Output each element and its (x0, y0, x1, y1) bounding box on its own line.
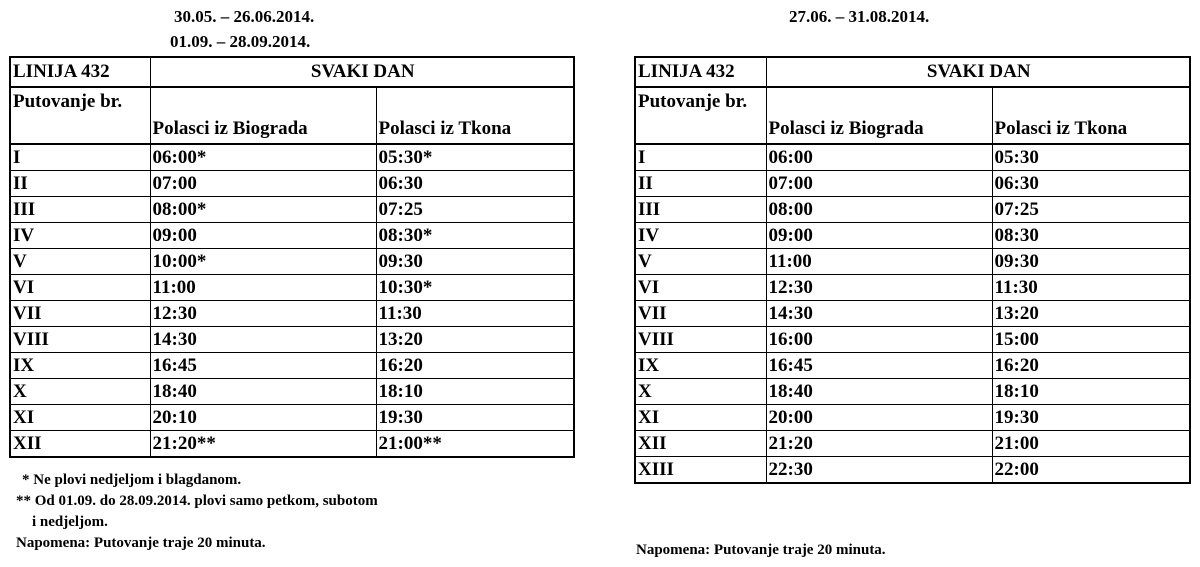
departure-tkon: 13:20 (992, 301, 1190, 327)
trip-number: I (10, 144, 150, 171)
table-row (10, 301, 574, 327)
departure-biograd: 18:40 (150, 379, 376, 405)
trip-number: XI (10, 405, 150, 431)
left-notes (16, 470, 378, 554)
departure-biograd: 20:00 (766, 405, 992, 431)
left-timetable-body (10, 57, 574, 457)
left-header-row (10, 57, 574, 87)
right-line-label: LINIJA 432 (635, 57, 766, 87)
departure-tkon: 16:20 (376, 353, 574, 379)
departure-tkon: 05:30* (376, 144, 574, 171)
left-period-1: 30.05. – 26.06.2014. (174, 7, 315, 26)
departure-biograd: 06:00 (766, 144, 992, 171)
departure-tkon: 21:00** (376, 431, 574, 458)
departure-biograd: 16:00 (766, 327, 992, 353)
departure-tkon: 09:30 (992, 249, 1190, 275)
table-row (10, 353, 574, 379)
departure-tkon: 09:30 (376, 249, 574, 275)
departure-tkon: 18:10 (992, 379, 1190, 405)
trip-number: I (635, 144, 766, 171)
departure-tkon: 13:20 (376, 327, 574, 353)
departure-tkon: 07:25 (992, 197, 1190, 223)
departure-biograd: 11:00 (766, 249, 992, 275)
right-col-biograd: Polasci iz Biograda (766, 87, 992, 144)
table-row (10, 405, 574, 431)
right-notes (636, 540, 886, 561)
table-row (635, 275, 1190, 301)
trip-number: VIII (10, 327, 150, 353)
departure-biograd: 07:00 (766, 171, 992, 197)
departure-biograd: 21:20** (150, 431, 376, 458)
departure-biograd: 12:30 (766, 275, 992, 301)
table-row (10, 144, 574, 171)
departure-biograd: 12:30 (150, 301, 376, 327)
table-row (635, 327, 1190, 353)
departure-tkon: 21:00 (992, 431, 1190, 457)
departure-biograd: 22:30 (766, 457, 992, 484)
departure-biograd: 07:00 (150, 171, 376, 197)
departure-tkon: 18:10 (376, 379, 574, 405)
right-header-row (635, 57, 1190, 87)
table-row (10, 223, 574, 249)
table-row (635, 223, 1190, 249)
table-row (10, 197, 574, 223)
left-note-2: ** Od 01.09. do 28.09.2014. plovi samo petkom, subotom (16, 493, 378, 509)
departure-biograd: 20:10 (150, 405, 376, 431)
departure-biograd: 06:00* (150, 144, 376, 171)
departure-biograd: 09:00 (150, 223, 376, 249)
departure-tkon: 10:30* (376, 275, 574, 301)
trip-number: II (635, 171, 766, 197)
departure-biograd: 16:45 (766, 353, 992, 379)
trip-number: IV (10, 223, 150, 249)
table-row (635, 457, 1190, 484)
table-row (635, 301, 1190, 327)
table-row (635, 353, 1190, 379)
departure-tkon: 05:30 (992, 144, 1190, 171)
trip-number: X (635, 379, 766, 405)
trip-number: VI (10, 275, 150, 301)
table-row (10, 171, 574, 197)
right-col-tkon: Polasci iz Tkona (992, 87, 1190, 144)
table-row (635, 431, 1190, 457)
departure-tkon: 06:30 (376, 171, 574, 197)
right-period-1: 27.06. – 31.08.2014. (789, 7, 930, 26)
trip-number: II (10, 171, 150, 197)
left-timetable (9, 56, 575, 458)
table-row (635, 379, 1190, 405)
departure-tkon: 22:00 (992, 457, 1190, 484)
departure-tkon: 19:30 (376, 405, 574, 431)
departure-tkon: 11:30 (376, 301, 574, 327)
right-day-label: SVAKI DAN (766, 57, 1190, 87)
table-row (635, 249, 1190, 275)
trip-number: VI (635, 275, 766, 301)
table-row (10, 275, 574, 301)
departure-tkon: 08:30* (376, 223, 574, 249)
left-note-3: i nedjeljom. (32, 514, 108, 530)
left-note-4: Napomena: Putovanje traje 20 minuta. (16, 535, 266, 551)
departure-tkon: 08:30 (992, 223, 1190, 249)
trip-number: VII (10, 301, 150, 327)
trip-number: XI (635, 405, 766, 431)
trip-number: III (635, 197, 766, 223)
trip-number: III (10, 197, 150, 223)
trip-number: IV (635, 223, 766, 249)
left-subheader-row (10, 87, 574, 144)
departure-biograd: 11:00 (150, 275, 376, 301)
departure-biograd: 14:30 (766, 301, 992, 327)
right-timetable (634, 56, 1191, 484)
departure-biograd: 08:00* (150, 197, 376, 223)
left-col-tkon: Polasci iz Tkona (376, 87, 574, 144)
trip-number: IX (10, 353, 150, 379)
right-subheader-row (635, 87, 1190, 144)
departure-tkon: 07:25 (376, 197, 574, 223)
departure-biograd: 10:00* (150, 249, 376, 275)
departure-tkon: 15:00 (992, 327, 1190, 353)
departure-tkon: 11:30 (992, 275, 1190, 301)
table-row (635, 144, 1190, 171)
trip-number: XII (635, 431, 766, 457)
departure-tkon: 19:30 (992, 405, 1190, 431)
departure-biograd: 18:40 (766, 379, 992, 405)
left-col-biograd: Polasci iz Biograda (150, 87, 376, 144)
departure-biograd: 09:00 (766, 223, 992, 249)
left-day-label: SVAKI DAN (150, 57, 574, 87)
trip-number: XII (10, 431, 150, 458)
departure-biograd: 08:00 (766, 197, 992, 223)
table-row (635, 197, 1190, 223)
trip-number: VII (635, 301, 766, 327)
departure-biograd: 16:45 (150, 353, 376, 379)
right-trip-header: Putovanje br. (635, 87, 766, 144)
departure-biograd: 21:20 (766, 431, 992, 457)
table-row (10, 379, 574, 405)
trip-number: IX (635, 353, 766, 379)
departure-biograd: 14:30 (150, 327, 376, 353)
trip-number: V (635, 249, 766, 275)
right-timetable-body (635, 57, 1190, 483)
trip-number: V (10, 249, 150, 275)
left-note-1: * Ne plovi nedjeljom i blagdanom. (22, 472, 242, 488)
table-row (10, 431, 574, 458)
trip-number: XIII (635, 457, 766, 484)
right-note-1: Napomena: Putovanje traje 20 minuta. (636, 542, 886, 558)
departure-tkon: 06:30 (992, 171, 1190, 197)
left-line-label: LINIJA 432 (10, 57, 150, 87)
departure-tkon: 16:20 (992, 353, 1190, 379)
left-period-2: 01.09. – 28.09.2014. (170, 32, 311, 51)
trip-number: VIII (635, 327, 766, 353)
table-row (10, 327, 574, 353)
trip-number: X (10, 379, 150, 405)
table-row (10, 249, 574, 275)
left-trip-header: Putovanje br. (10, 87, 150, 144)
table-row (635, 171, 1190, 197)
table-row (635, 405, 1190, 431)
